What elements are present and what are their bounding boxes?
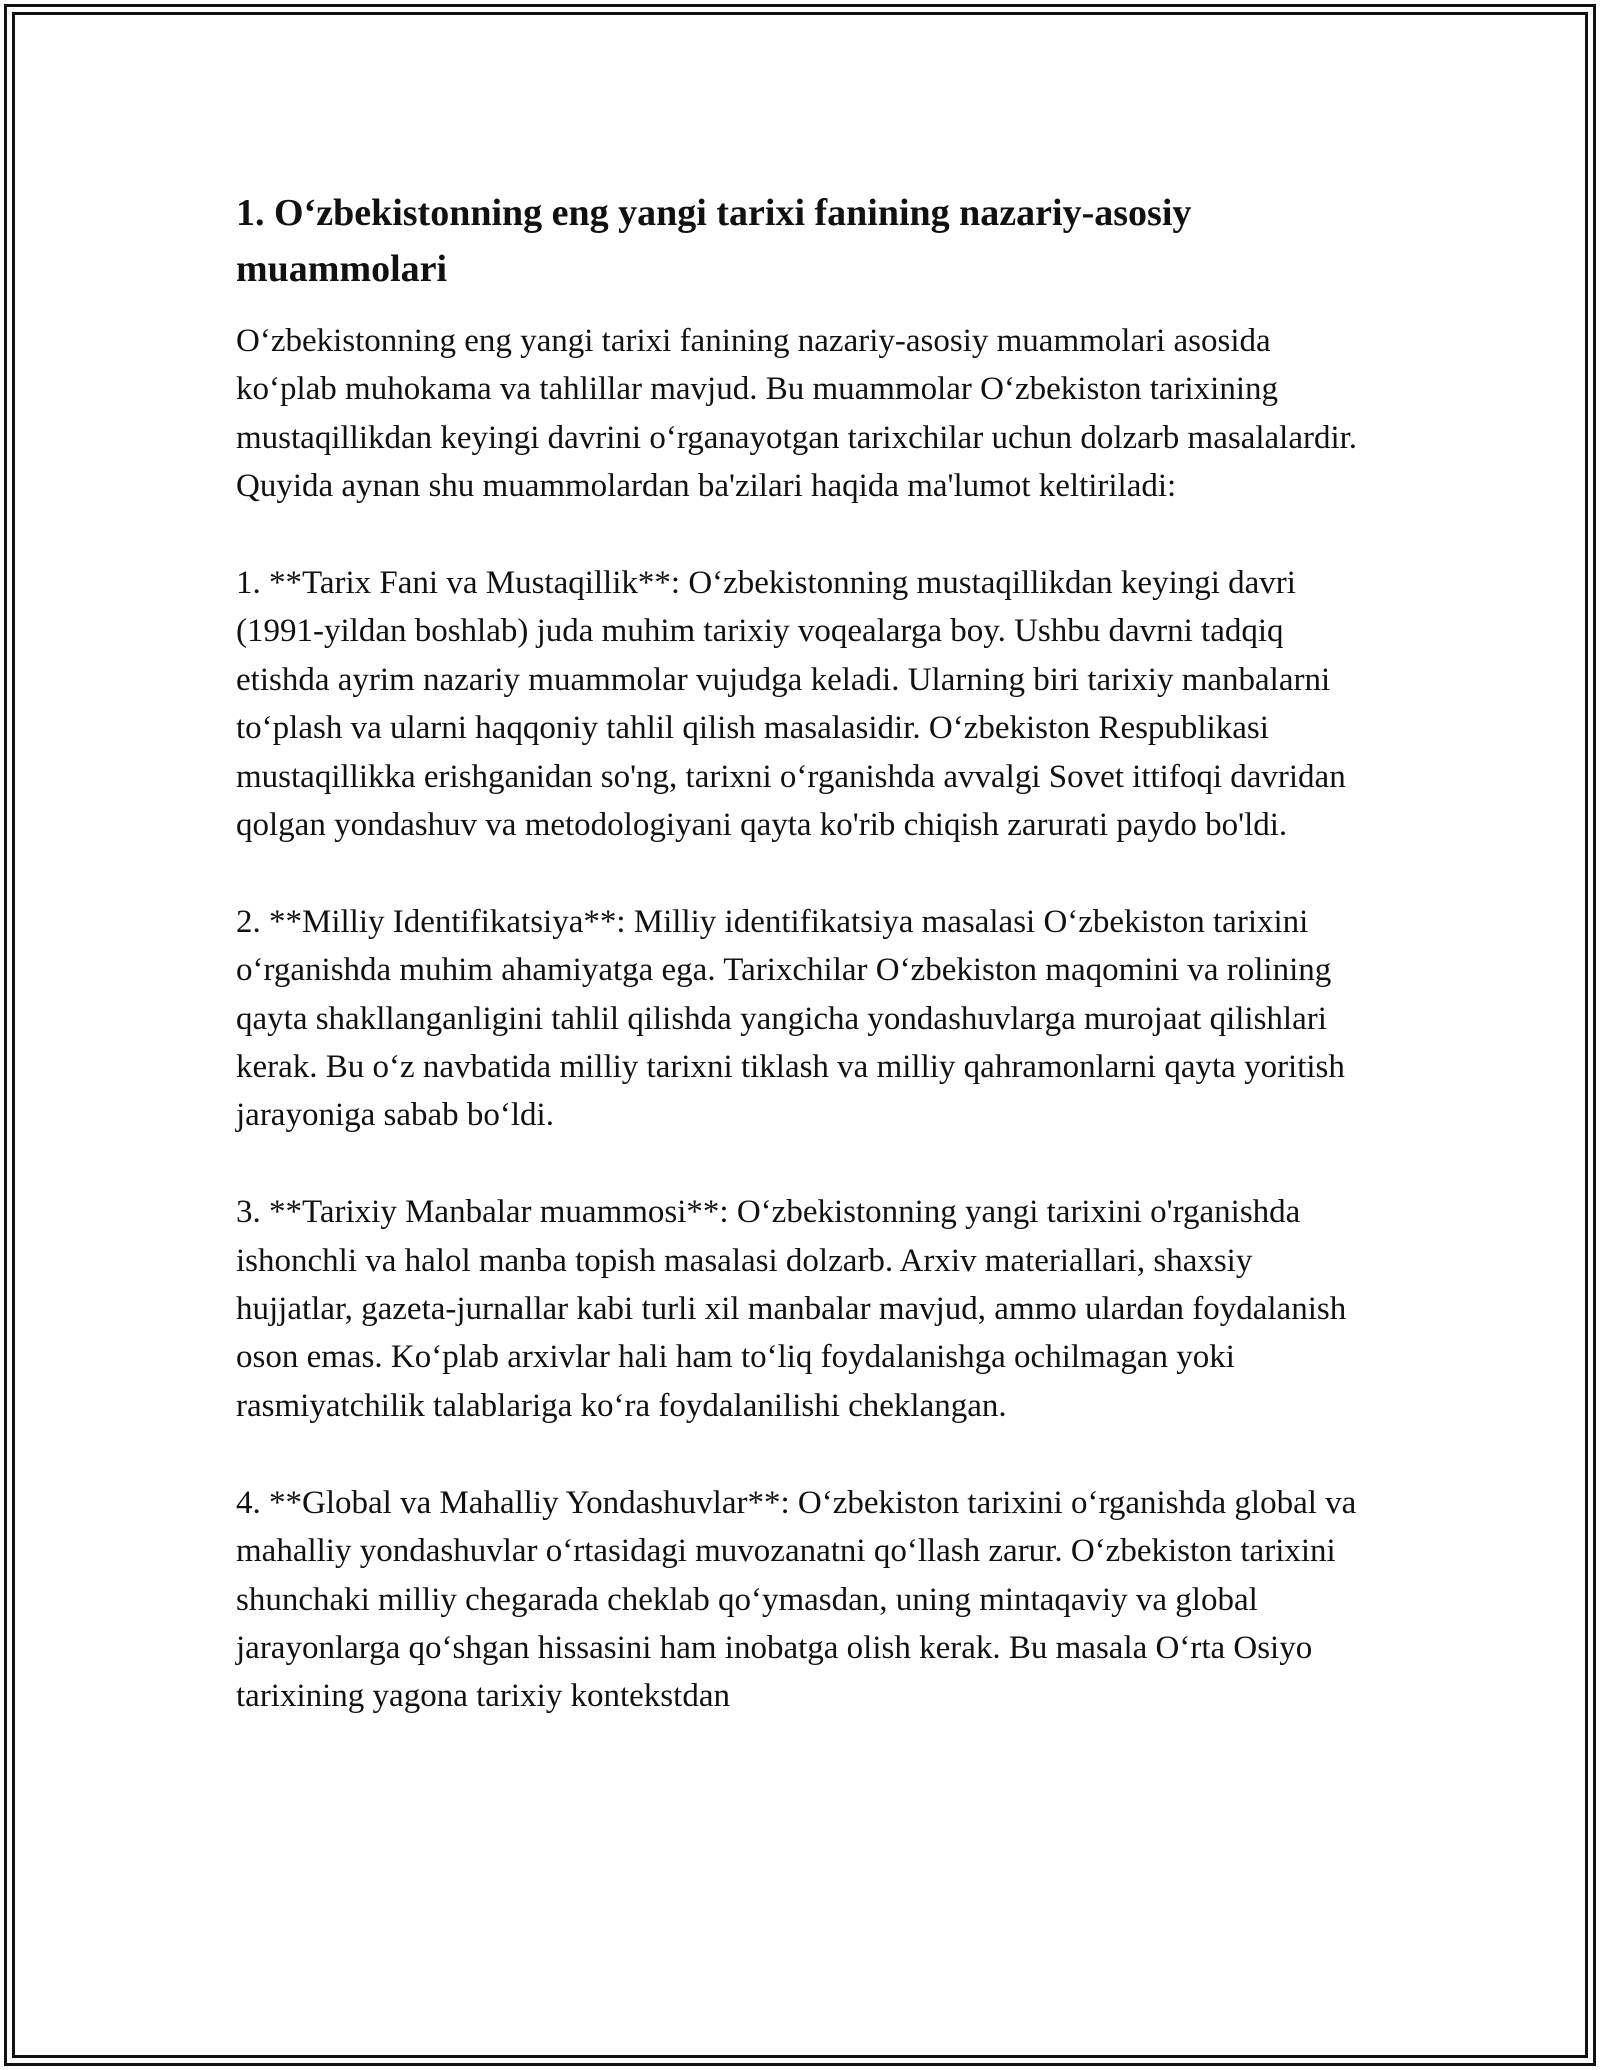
page-title: 1. O‘zbekistonning eng yangi tarixi fanining nazariy-asosiy muammolari [236, 192, 1192, 290]
intro-paragraph: O‘zbekistonning eng yangi tarixi fanining nazariy-asosiy muammolari asosida ko‘plab muhokama va tahlillar mavjud. Bu muammolar O‘zbekiston tarixining mustaqillikdan keyingi davrini o‘rganayotgan tarixchilar uchun dolzarb masalalardir. Quyida aynan shu muammolardan ba'zilari haqida ma'lumot keltiriladi: [236, 323, 1358, 505]
paragraph-tarix-fani: 1. **Tarix Fani va Mustaqillik**: O‘zbekistonning mustaqillikdan keyingi davri (1991-yildan boshlab) juda muhim tarixiy voqealarga boy. Ushbu davrni tadqiq etishda ayrim nazariy muammolar vujudga keladi. Ularning biri tarixiy manbalarni to‘plash va ularni haqqoniy tahlil qilish masalasidir. O‘zbekiston Respublikasi mustaqillikka erishganidan so'ng, tarixni o‘rganishda avvalgi Sovet ittifoqi davridan qolgan yondashuv va metodologiyani qayta ko'rib chiqish zarurati paydo bo'ldi. [236, 565, 1346, 844]
paragraph-milliy-identifikatsiya: 2. **Milliy Identifikatsiya**: Milliy identifikatsiya masalasi O‘zbekiston tarixini o‘rganishda muhim ahamiyatga ega. Tarixchilar O‘zbekiston maqomini va rolining qayta shakllanganligini tahlil qilishda yangicha yondashuvlarga murojaat qilishlari kerak. Bu o‘z navbatida milliy tarixni tiklash va milliy qahramonlarni qayta yoritish jarayoniga sabab bo‘ldi. [236, 903, 1345, 1134]
document-body [236, 185, 1366, 1721]
paragraph-global-mahalliy: 4. **Global va Mahalliy Yondashuvlar**: O‘zbekiston tarixini o‘rganishda global va mahalliy yondashuvlar o‘rtasidagi muvozanatni qo‘llash zarur. O‘zbekiston tarixini shunchaki milliy chegarada cheklab qo‘ymasdan, uning mintaqaviy va global jarayonlarga qo‘shgan hissasini ham inobatga olish kerak. Bu masala O‘rta Osiyo tarixining yagona tarixiy kontekstdan [236, 1484, 1357, 1715]
paragraph-tarixiy-manbalar: 3. **Tarixiy Manbalar muammosi**: O‘zbekistonning yangi tarixini o'rganishda ishonchli va halol manba topish masalasi dolzarb. Arxiv materiallari, shaxsiy hujjatlar, gazeta-jurnallar kabi turli xil manbalar mavjud, ammo ulardan foydalanish oson emas. Ko‘plab arxivlar hali ham to‘liq foydalanishga ochilmagan yoki rasmiyatchilik talablariga ko‘ra foydalanilishi cheklangan. [236, 1194, 1347, 1424]
